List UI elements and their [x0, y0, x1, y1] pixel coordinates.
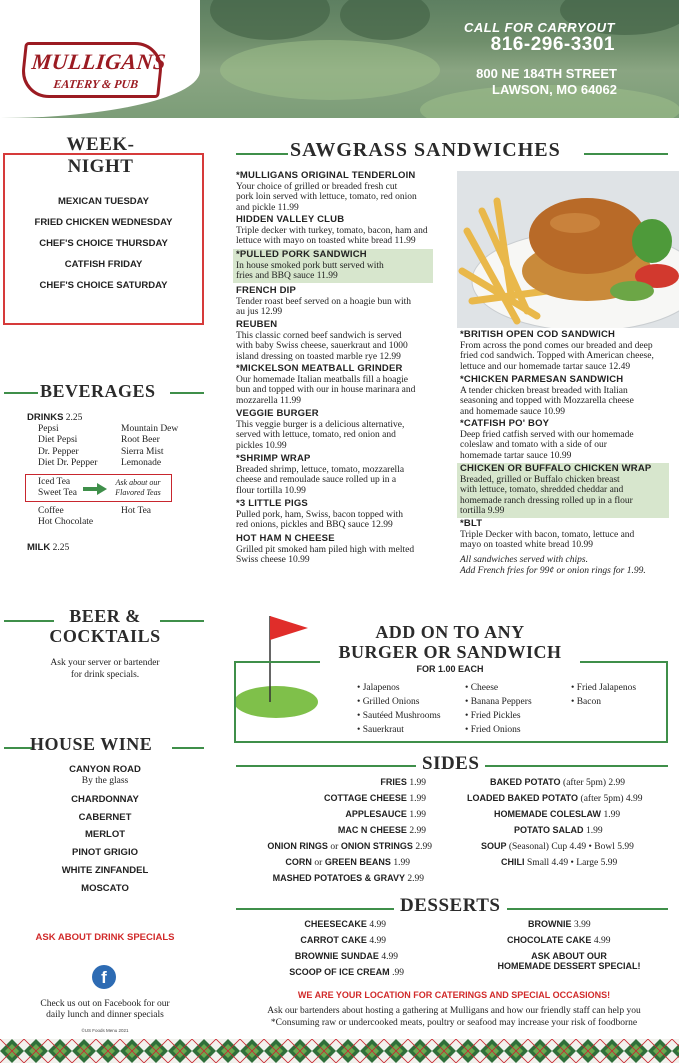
addon-item: • Banana Peppers — [465, 697, 532, 707]
addon-title: BURGER OR SANDWICH — [320, 642, 580, 663]
side-item: COTTAGE CHEESE 1.99 — [324, 793, 426, 804]
addon-item: • Sauerkraut — [357, 725, 404, 735]
addon-item: • Cheese — [465, 683, 499, 693]
drink-item: Lemonade — [121, 458, 162, 468]
sandwich-item: VEGGIE BURGER This veggie burger is a delicious alternative, served with lettuce, tomato, red onion and pickles 10.99 — [236, 408, 405, 451]
drink-item: Dr. Pepper — [38, 447, 79, 457]
mulligans-logo — [19, 42, 168, 98]
footer-disclaimer: *Consuming raw or undercooked meats, poultry or seafood may increase your risk of foodborne — [270, 1018, 638, 1028]
addon-item: • Grilled Onions — [357, 697, 420, 707]
side-item: ONION RINGS or ONION STRINGS 2.99 — [267, 841, 432, 852]
dessert-item: SCOOP OF ICE CREAM .99 — [289, 967, 404, 978]
argyle-pattern — [0, 1039, 679, 1063]
sandwich-photo — [457, 171, 679, 328]
drink-item: Hot Tea — [121, 506, 152, 516]
addon-item: • Fried Onions — [465, 725, 521, 735]
sandwich-item: *MICKELSON MEATBALL GRINDER Our homemade Italian meatballs fill a hoagie bun and topped with our in house marinara and mozzarella 11.99 — [236, 363, 416, 406]
drink-item: Sweet Tea — [38, 488, 77, 498]
addon-item: • Jalapenos — [357, 683, 400, 693]
dessert-item: CHOCOLATE CAKE 4.99 — [507, 935, 611, 946]
drinks-price: 2.25 — [65, 413, 83, 423]
sandwich-item-highlight: *PULLED PORK SANDWICH In house smoked pork butt served with fries and BBQ sauce 11.99 — [233, 249, 433, 283]
drink-item: Diet Dr. Pepper — [38, 458, 98, 468]
dessert-item: BROWNIE SUNDAE 4.99 — [294, 951, 398, 962]
side-item: FRIES 1.99 — [380, 777, 426, 788]
addon-title: ADD ON TO ANY — [375, 622, 525, 642]
weeknight-item: MEXICAN TUESDAY — [58, 196, 149, 207]
weeknight-item: FRIED CHICKEN WEDNESDAY — [34, 217, 173, 228]
weeknight-title: WEEK- NIGHT — [66, 134, 135, 177]
side-item: MAC N CHEESE 2.99 — [337, 825, 426, 836]
facebook-icon[interactable]: f — [92, 965, 116, 989]
addon-item: • Fried Jalapenos — [571, 683, 637, 693]
logo-backdrop — [0, 0, 200, 118]
weeknight-item: CHEF'S CHOICE SATURDAY — [39, 280, 168, 291]
drink-item: Root Beer — [121, 435, 160, 445]
sandwich-item: HOT HAM N CHEESE Grilled pit smoked ham piled high with melted Swiss cheese 10.99 — [236, 533, 415, 565]
dessert-item: CHEESECAKE 4.99 — [304, 919, 386, 930]
dessert-item: BROWNIE 3.99 — [528, 919, 591, 930]
sandwiches-title: SAWGRASS SANDWICHES — [290, 139, 561, 161]
divider — [172, 747, 204, 749]
divider — [4, 392, 38, 394]
wine-item: MOSCATO — [81, 883, 129, 894]
header-banner — [0, 0, 679, 118]
addon-item: • Bacon — [571, 697, 601, 707]
wine-item: MERLOT — [84, 829, 126, 840]
beer-cocktails-title: BEER & COCKTAILS — [49, 606, 161, 646]
weeknight-item: CHEF'S CHOICE THURSDAY — [39, 238, 168, 249]
logo-subtitle: EATERY & PUB — [52, 77, 139, 91]
sandwich-item: *BLT Triple Decker with bacon, tomato, lettuce and mayo on toasted white bread 10.99 — [460, 518, 635, 550]
drink-item: Coffee — [38, 506, 64, 516]
chips-note: All sandwiches served with chips. Add French fries for 99¢ or onion rings for 1.99. — [460, 555, 646, 576]
drink-item: Mountain Dew — [121, 424, 179, 434]
milk-label: MILK — [27, 542, 51, 553]
beverages-title: BEVERAGES — [40, 381, 156, 401]
side-item: MASHED POTATOES & GRAVY 2.99 — [272, 873, 424, 884]
beer-note: Ask your server or bartender for drink specials. — [50, 658, 160, 680]
drink-item: Iced Tea — [38, 477, 71, 487]
divider — [584, 153, 668, 155]
wine-item: PINOT GRIGIO — [72, 847, 138, 858]
divider — [170, 392, 204, 394]
tree-shape — [210, 0, 330, 40]
sandwich-item: FRENCH DIP Tender roast beef served on a hoagie bun with au jus 12.99 — [236, 285, 412, 317]
addon-item: • Fried Pickles — [465, 711, 521, 721]
facebook-note: Check us out on Facebook for our daily lunch and dinner specials — [40, 999, 170, 1020]
milk-price: 2.25 — [52, 543, 70, 553]
address-line2: LAWSON, MO 64062 — [492, 82, 617, 97]
dessert-item: CARROT CAKE 4.99 — [300, 935, 386, 946]
flavored-teas-note: Ask about our Flavored Teas — [115, 478, 161, 497]
drinks-label: DRINKS — [27, 412, 64, 423]
side-item: APPLESAUCE 1.99 — [345, 809, 426, 820]
footer-note: Ask our bartenders about hosting a gathering at Mulligans and how our friendly staff can help you — [267, 1006, 641, 1016]
tree-shape — [340, 0, 430, 40]
side-item: POTATO SALAD 1.99 — [514, 825, 603, 836]
weeknight-item: CATFISH FRIDAY — [64, 259, 143, 270]
wine-item: CABERNET — [78, 812, 132, 823]
side-item: CHILI Small 4.49 • Large 5.99 — [501, 857, 618, 868]
events-banner: WE ARE YOUR LOCATION FOR CATERINGS AND SPECIAL OCCASIONS! — [297, 990, 611, 1000]
drink-specials-note: ASK ABOUT DRINK SPECIALS — [35, 932, 175, 943]
addon-item: • Sautéed Mushrooms — [357, 711, 441, 721]
dessert-special: ASK ABOUT OUR HOMEMADE DESSERT SPECIAL! — [497, 951, 641, 971]
drink-item: Hot Chocolate — [38, 517, 94, 527]
drink-item: Pepsi — [38, 424, 59, 434]
copyright: ©US Foods Menu 2021 — [81, 1028, 129, 1033]
address-line1: 800 NE 184TH STREET — [476, 66, 617, 81]
wine-note: By the glass — [81, 776, 129, 786]
sandwich-item: *3 LITTLE PIGS Pulled pork, ham, Swiss, bacon topped with red onions, pickles and BBQ sauce 12.99 — [236, 498, 404, 530]
house-wine-title: HOUSE WINE — [30, 734, 153, 754]
side-item: LOADED BAKED POTATO (after 5pm) 4.99 — [467, 793, 643, 804]
wine-item: CHARDONNAY — [71, 794, 139, 805]
wine-item: CANYON ROAD — [69, 764, 141, 775]
sandwich-item: REUBEN This classic corned beef sandwich is served with baby Swiss cheese, sauerkraut and 1000 island dressing on toasted marble rye 12.99 — [236, 319, 408, 362]
side-item: HOMEMADE COLESLAW 1.99 — [494, 809, 621, 820]
logo-name: MULLIGANS — [30, 49, 168, 74]
sandwich-item: *CHICKEN PARMESAN SANDWICH A tender chicken breast breaded with Italian seasoning and topped with Mozzarella cheese and homemade sauce 10.99 — [460, 374, 634, 417]
desserts-title: DESSERTS — [394, 895, 507, 917]
divider — [236, 153, 288, 155]
fairway-shape — [220, 40, 440, 100]
sandwich-item: *SHRIMP WRAP Breaded shrimp, lettuce, tomato, mozzarella cheese and remoulade sauce rolled up in a flour tortilla 10.99 — [236, 453, 405, 496]
sides-title: SIDES — [416, 753, 485, 775]
side-item: CORN or GREEN BEANS 1.99 — [285, 857, 410, 868]
sandwich-item: *CATFISH PO' BOY Deep fried catfish served with our homemade coleslaw and tomato with a side of our homemade tartar sauce 10.99 — [460, 418, 634, 461]
divider — [160, 620, 204, 622]
side-item: BAKED POTATO (after 5pm) 2.99 — [490, 777, 626, 788]
arrow-right-icon — [83, 483, 107, 495]
drink-item: Sierra Mist — [121, 447, 164, 457]
sandwich-item-highlight: CHICKEN OR BUFFALO CHICKEN WRAP Breaded, grilled or Buffalo chicken breast with lettuce, tomato, shredded cheddar and homemade ranch dressing rolled up in a flour tortilla 9.99 — [457, 463, 669, 518]
sandwich-item: HIDDEN VALLEY CLUB Triple decker with turkey, tomato, bacon, ham and lettuce with mayo on toasted white bread 11.99 — [236, 214, 428, 246]
call-carryout-label: CALL FOR CARRYOUT — [463, 20, 615, 35]
sandwich-item: *MULLIGANS ORIGINAL TENDERLOIN Your choice of grilled or breaded fresh cut pork loin served with lettuce, tomato, red onion and pickle 11.99 — [236, 170, 417, 213]
wine-item: WHITE ZINFANDEL — [61, 865, 149, 876]
drink-item: Diet Pepsi — [38, 435, 78, 445]
sandwich-item: *BRITISH OPEN COD SANDWICH From across the pond comes our breaded and deep fried cod sandwich. Topped with American cheese, lettuce and our homemade tartar sauce 12.49 — [460, 329, 654, 372]
phone-number[interactable]: 816-296-3301 — [490, 34, 615, 55]
addon-price: FOR 1.00 EACH — [416, 664, 484, 674]
side-item: SOUP (Seasonal) Cup 4.49 • Bowl 5.99 — [481, 841, 634, 852]
